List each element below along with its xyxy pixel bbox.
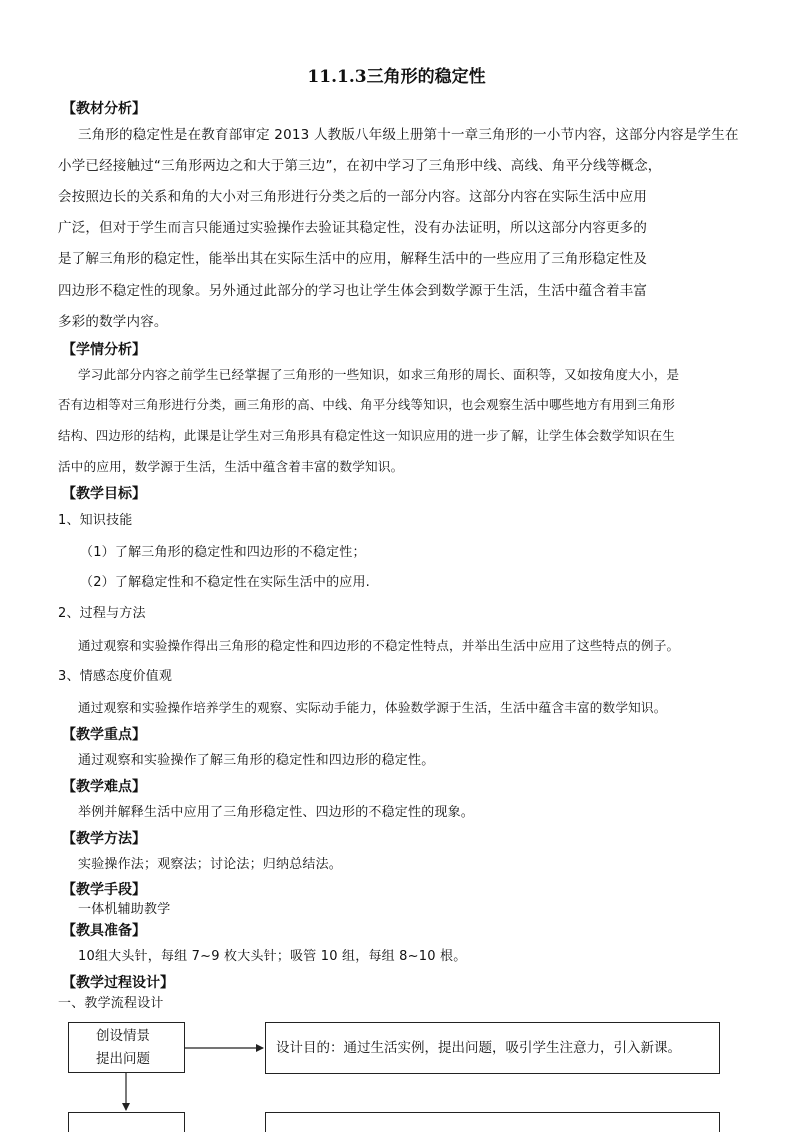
means-text: 一体机辅助教学 bbox=[78, 902, 171, 917]
materials-text: 10组大头针，每组 7~9 枚大头针；吸管 10 组，每组 8~10 根。 bbox=[78, 949, 467, 964]
goal-sub-item: （2）了解稳定性和不稳定性在实际生活中的应用. bbox=[80, 575, 371, 590]
paragraph-line: 四边形不稳定性的现象。另外通过此部分的学习也让学生体会到数学源于生活，生活中蕴含着丰富 bbox=[58, 283, 648, 299]
goal-item-title: 1、知识技能 bbox=[58, 513, 133, 528]
paragraph-line: 三角形的稳定性是在教育部审定 2013 人教版八年级上册第十一章三角形的一小节内容，这部分内容是学生在 bbox=[78, 127, 739, 143]
section-heading-difficulties: 【教学难点】 bbox=[62, 779, 146, 795]
flow-step-line: 提出问题 bbox=[96, 1051, 150, 1067]
paragraph-line: 广泛，但对于学生而言只能通过实验操作去验证其稳定性，没有办法证明，所以这部分内容更多的 bbox=[58, 220, 648, 236]
paragraph-line: 否有边相等对三角形进行分类，画三角形的高、中线、角平分线等知识，也会观察生活中哪些地方有用到三角形 bbox=[58, 397, 675, 412]
page-title: 11.1.3三角形的稳定性 bbox=[307, 67, 486, 87]
flow-purpose-text: 设计目的：通过生活实例，提出问题，吸引学生注意力，引入新课。 bbox=[276, 1040, 681, 1056]
section-heading-materials: 【教具准备】 bbox=[62, 923, 146, 939]
paragraph-line: 活中的应用，数学源于生活，生活中蕴含着丰富的数学知识。 bbox=[58, 459, 404, 474]
section-heading-textbook-analysis: 【教材分析】 bbox=[62, 101, 146, 117]
paragraph-line: 结构、四边形的结构，此课是让学生对三角形具有稳定性这一知识应用的进一步了解，让学生体会数学知识在生 bbox=[58, 428, 675, 443]
section-heading-means: 【教学手段】 bbox=[62, 882, 146, 898]
goal-sub-item: （1）了解三角形的稳定性和四边形的不稳定性； bbox=[80, 545, 366, 560]
section-heading-key-points: 【教学重点】 bbox=[62, 727, 146, 743]
goal-item-text: 通过观察和实验操作培养学生的观察、实际动手能力，体验数学源于生活，生活中蕴含丰富的数学知识。 bbox=[78, 700, 667, 715]
paragraph-line: 会按照边长的关系和角的大小对三角形进行分类之后的一部分内容。这部分内容在实际生活中应用 bbox=[58, 189, 648, 205]
section-heading-teaching-goals: 【教学目标】 bbox=[62, 486, 146, 502]
paragraph-line: 是了解三角形的稳定性，能举出其在实际生活中的应用，解释生活中的一些应用了三角形稳定性及 bbox=[58, 251, 648, 267]
flow-step-line: 创设情景 bbox=[96, 1028, 150, 1044]
goal-item-title: 2、过程与方法 bbox=[58, 606, 146, 621]
difficulties-text: 举例并解释生活中应用了三角形稳定性、四边形的不稳定性的现象。 bbox=[78, 805, 475, 820]
paragraph-line: 学习此部分内容之前学生已经掌握了三角形的一些知识，如求三角形的周长、面积等，又如按角度大小，是 bbox=[78, 367, 680, 382]
section-heading-process: 【教学过程设计】 bbox=[62, 975, 174, 991]
goal-item-text: 通过观察和实验操作得出三角形的稳定性和四边形的不稳定性特点，并举出生活中应用了这些特点的例子。 bbox=[78, 638, 680, 653]
key-points-text: 通过观察和实验操作了解三角形的稳定性和四边形的稳定性。 bbox=[78, 753, 435, 768]
process-subheading: 一、教学流程设计 bbox=[58, 996, 164, 1011]
goal-item-title: 3、情感态度价值观 bbox=[58, 669, 173, 684]
paragraph-line: 多彩的数学内容。 bbox=[58, 314, 168, 330]
paragraph-line: 小学已经接触过“三角形两边之和大于第三边”，在初中学习了三角形中线、高线、角平分线等概念， bbox=[58, 158, 662, 174]
methods-text: 实验操作法；观察法；讨论法；归纳总结法。 bbox=[78, 857, 343, 872]
section-heading-methods: 【教学方法】 bbox=[62, 831, 146, 847]
section-heading-student-analysis: 【学情分析】 bbox=[62, 342, 146, 358]
